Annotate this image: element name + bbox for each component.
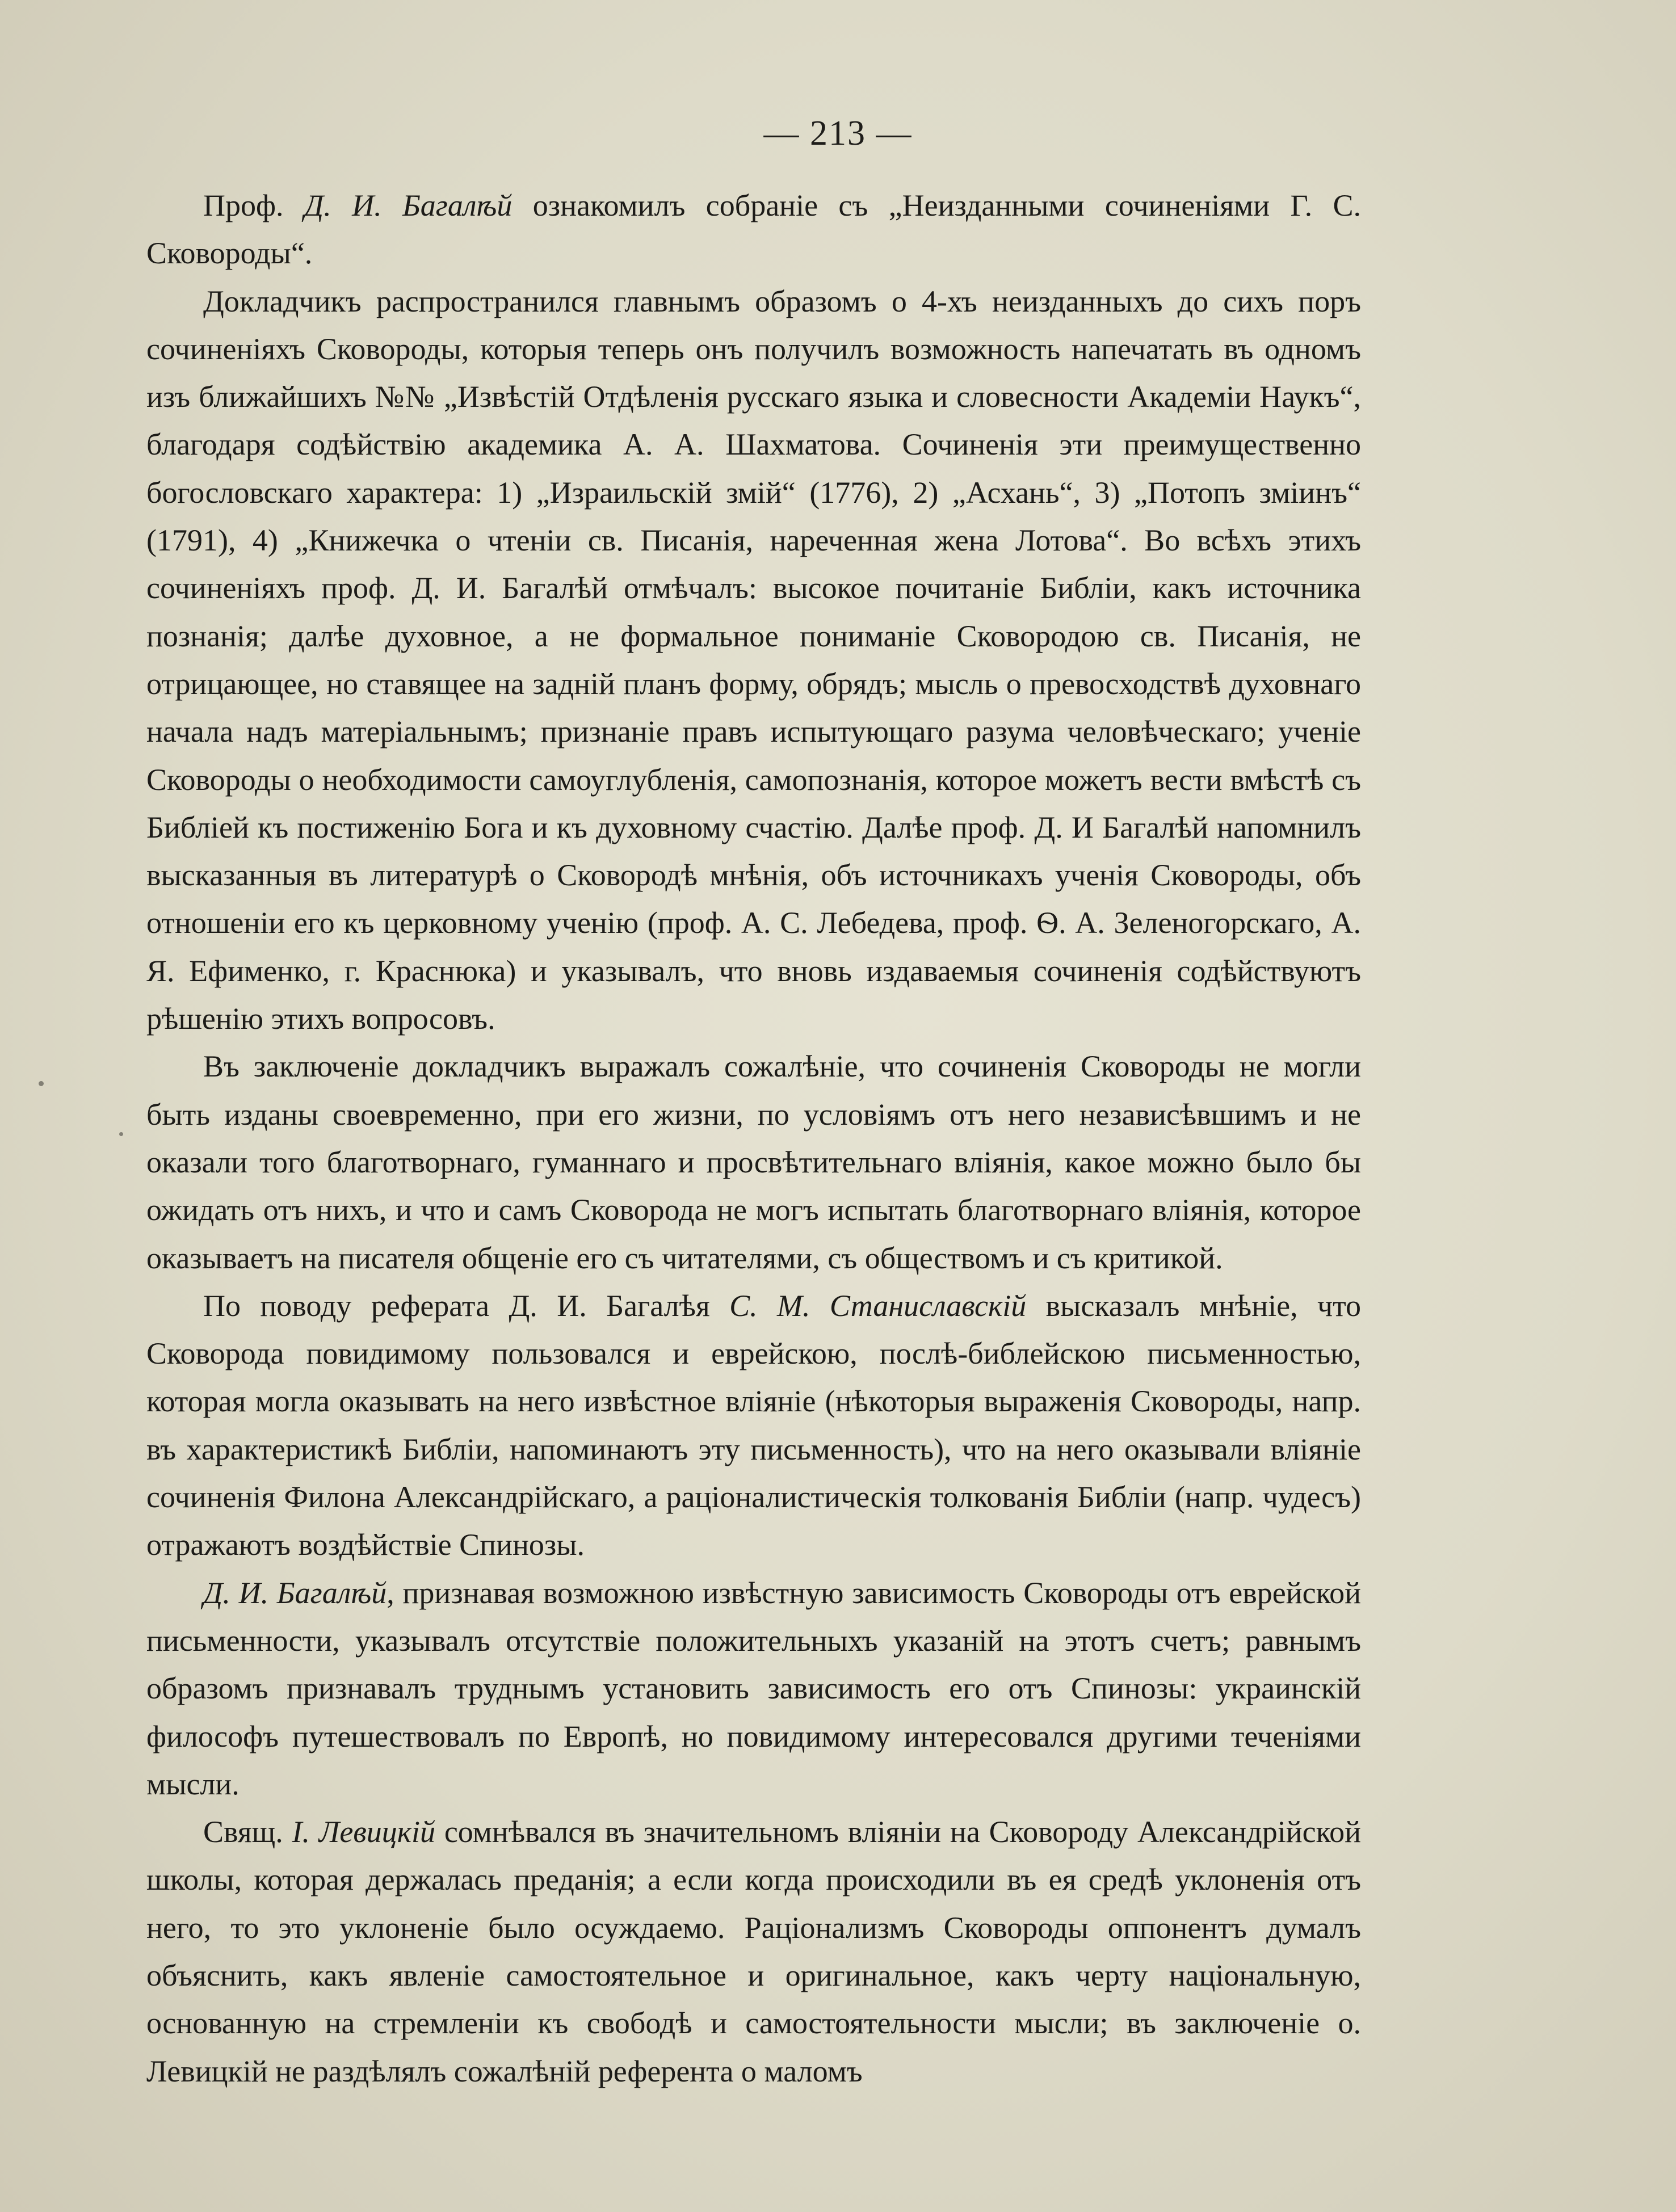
paragraph-bagalei-reply <box>146 1569 1361 1808</box>
author-name-italic: Д. И. Багалѣй <box>304 188 513 222</box>
text-run: По поводу реферата Д. И. Багалѣя <box>203 1288 730 1323</box>
text-run: Свящ. <box>203 1815 292 1849</box>
page-number: — 213 — <box>763 114 913 153</box>
author-name-italic: С. М. Станиславскій <box>729 1288 1027 1323</box>
author-name-italic: Д. И. Багалѣй <box>203 1575 387 1610</box>
text-run: Въ заключеніе докладчикъ выражалъ сожалѣніе, что сочиненія Сковороды не могли быть изданы своевременно, при его жизни, по условіямъ отъ него независѣвшимъ и не оказали того благотворнаго, гуманнаго и просвѣтительнаго вліянія, какое можно было бы ожидать отъ нихъ, и что и самъ Сковорода не могъ испытать благотворнаго вліянія, которое оказываетъ на писателя общеніе его съ читателями, съ обществомъ и съ критикой. <box>146 1049 1361 1275</box>
paragraph-conclusion <box>146 1042 1361 1281</box>
paper-speck <box>119 1132 123 1136</box>
paragraph-report-summary <box>146 277 1361 1043</box>
paragraph-stanislavsky <box>146 1282 1361 1569</box>
paragraph-levitsky <box>146 1808 1361 2095</box>
text-run: , признавая возможною извѣстную зависимость Сковороды отъ еврейской письменности, указывалъ отсутствіе положительныхъ указаній на этотъ счетъ; равнымъ образомъ признавалъ труднымъ установить зависимость его отъ Спинозы: украинскій философъ путешествовалъ по Европѣ, но повидимому интересовался другими теченіями мысли. <box>146 1575 1361 1801</box>
text-run: ознакомилъ собраніе съ „Неизданными сочиненіями Г. С. Сковороды“. <box>146 188 1361 271</box>
text-run: Докладчикъ распространился главнымъ образомъ о 4-хъ неизданныхъ до сихъ поръ сочиненіяхъ Сковороды, которыя теперь онъ получилъ возможность напечатать въ одномъ изъ ближайшихъ №№ „Извѣстій Отдѣленія русскаго языка и словесности Академіи Наукъ“, благодаря содѣйствію академика А. А. Шахматова. Сочиненія эти преимущественно богословскаго характера: 1) „Израильскій змій“ (1776), 2) „Асхань“, 3) „Потопъ зміинъ“ (1791), 4) „Книжечка о чтеніи св. Писанія, нареченная жена Лотова“. Во всѣхъ этихъ сочиненіяхъ проф. Д. И. Багалѣй отмѣчалъ: высокое почитаніе Библіи, какъ источника познанія; далѣе духовное, а не формальное пониманіе Сковородою св. Писанія, не отрицающее, но ставящее на задній планъ форму, обрядъ; мысль о превосходствѣ духовнаго начала надъ матеріальнымъ; признаніе правъ испытующаго разума человѣческаго; ученіе Сковороды о необходимости самоуглубленія, самопознанія, которое можетъ вести вмѣстѣ съ Библіей къ постиженію Бога и къ духовному счастію. Далѣе проф. Д. И Багалѣй напомнилъ высказанныя въ литературѣ о Сковородѣ мнѣнія, объ источникахъ ученія Сковороды, объ отношеніи его къ церковному ученію (проф. А. С. Лебедева, проф. Ѳ. А. Зеленогорскаго, А. Я. Ефименко, г. Краснюка) и указывалъ, что вновь издаваемыя сочиненія содѣйствуютъ рѣшенію этихъ вопросовъ. <box>146 284 1361 1036</box>
paper-speck <box>39 1081 44 1086</box>
text-run: Проф. <box>203 188 304 222</box>
text-run: высказалъ мнѣніе, что Сковорода повидимому пользовался и еврейскою, послѣ-библейскою письменностью, которая могла оказывать на него извѣстное вліяніе (нѣкоторыя выраженія Сковороды, напр. въ характеристикѣ Библіи, напоминаютъ эту письменность), что на него оказывали вліяніе сочиненія Филона Александрійскаго, а раціоналистическія толкованія Библіи (напр. чудесъ) отражаютъ воздѣйствіе Спинозы. <box>146 1288 1362 1562</box>
body-text <box>146 182 1361 2095</box>
paragraph-bagalei-intro <box>146 182 1361 277</box>
author-name-italic: І. Левицкій <box>292 1815 436 1849</box>
text-run: сомнѣвался въ значительномъ вліяніи на Сковороду Александрійской школы, которая держалась преданія; а если когда происходили въ ея средѣ уклоненія отъ него, то это уклоненіе было осуждаемо. Раціонализмъ Сковороды оппонентъ думалъ объяснить, какъ явленіе самостоятельное и оригинальное, какъ черту національную, основанную на стремленіи къ свободѣ и самостоятельности мысли; въ заключеніе о. Левицкій не раздѣлялъ сожалѣній референта о маломъ <box>146 1815 1361 2088</box>
